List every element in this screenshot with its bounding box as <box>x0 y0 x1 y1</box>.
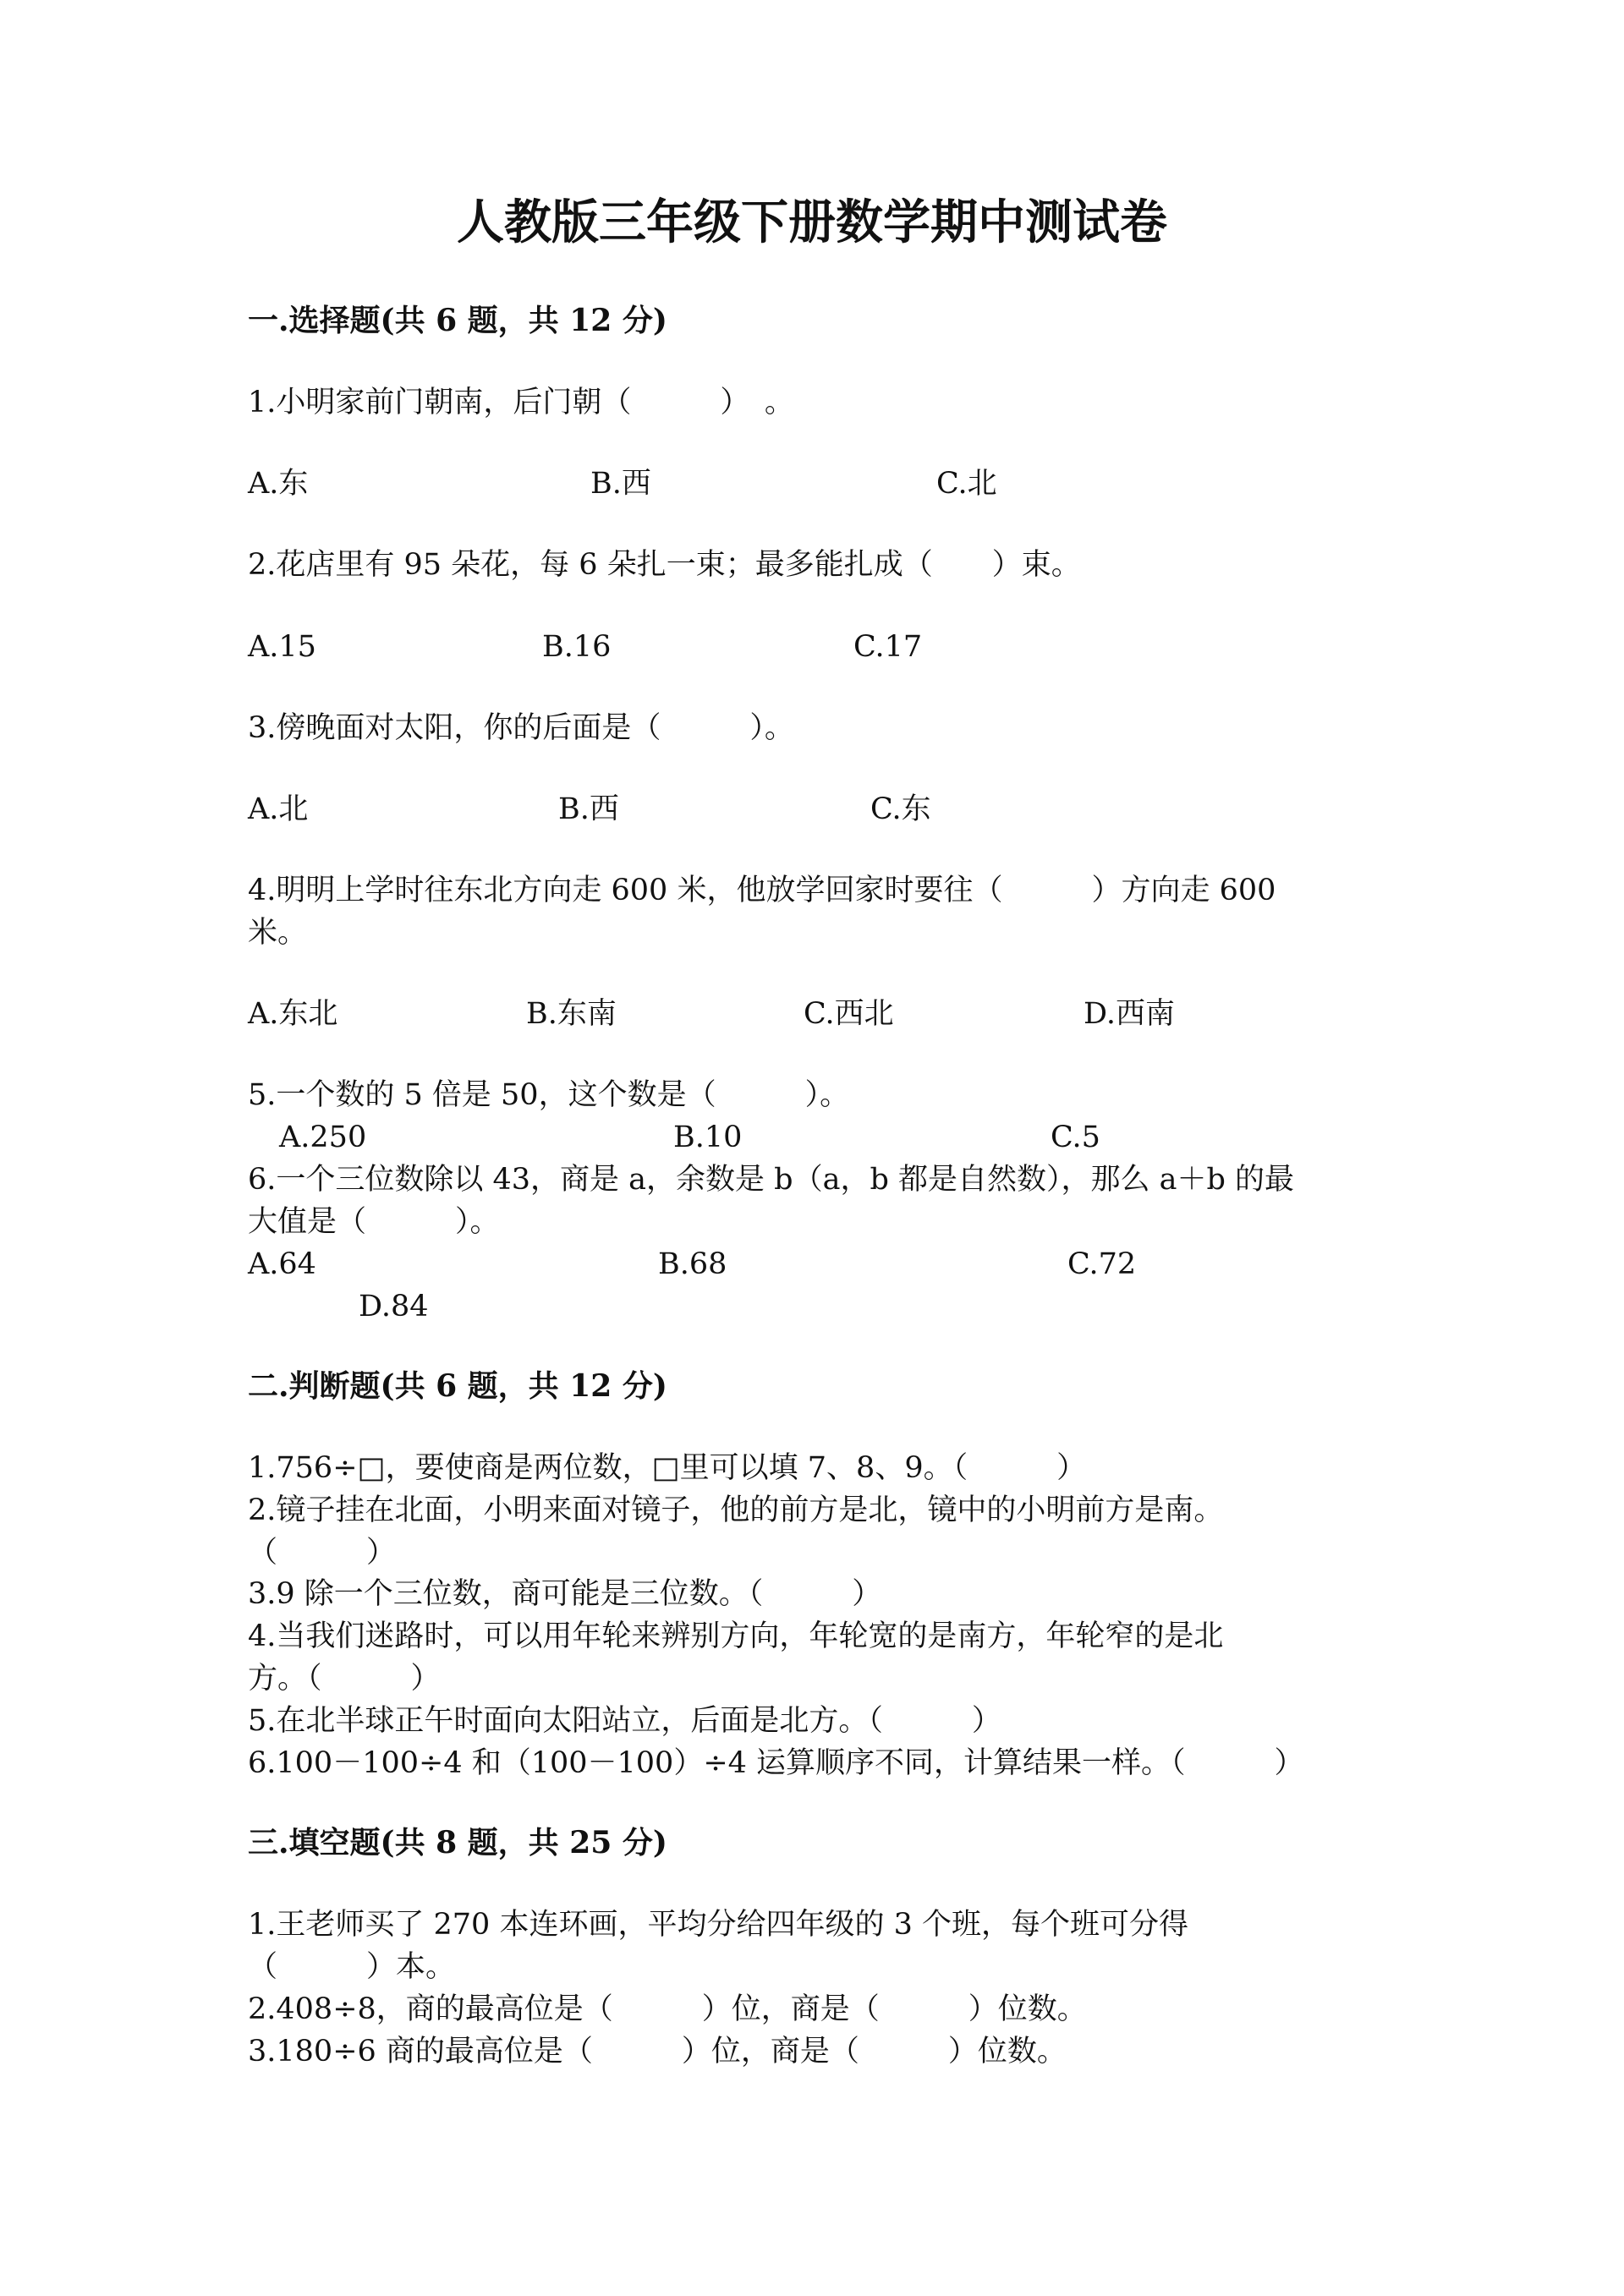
option: A.64 <box>248 1247 316 1281</box>
option: C.72 <box>1067 1247 1137 1281</box>
option: A.东 <box>248 467 309 501</box>
list-item: 5.在北半球正午时面向太阳站立，后面是北方。（ ） <box>248 1704 1001 1738</box>
list-item: 3.9 除一个三位数，商可能是三位数。（ ） <box>248 1577 882 1611</box>
list-item: 6.100－100÷4 和（100－100）÷4 运算顺序不同，计算结果一样。（ ） <box>248 1746 1304 1780</box>
option: C.东 <box>870 792 931 826</box>
question-stem: 6.一个三位数除以 43，商是 a，余数是 b（a，b 都是自然数），那么 a＋b 的最 <box>248 1163 1294 1197</box>
list-item: 2.408÷8，商的最高位是（ ）位，商是（ ）位数。 <box>248 1992 1087 2026</box>
list-item: 2.镜子挂在北面，小明来面对镜子，他的前方是北，镜中的小明前方是南。 <box>248 1493 1224 1527</box>
option: C.西北 <box>804 997 894 1031</box>
option: B.西 <box>558 792 619 826</box>
list-item: （ ） <box>248 1536 397 1570</box>
option: A.250 <box>279 1121 367 1154</box>
option: A.东北 <box>248 997 338 1031</box>
option: D.84 <box>359 1290 429 1323</box>
list-item: 方。（ ） <box>248 1662 441 1696</box>
question-stem: 3.傍晚面对太阳，你的后面是（ ）。 <box>248 711 794 745</box>
option: B.68 <box>658 1247 727 1281</box>
option: B.16 <box>542 630 612 664</box>
section-heading-judgement: 二.判断题(共 6 题，共 12 分) <box>248 1368 667 1404</box>
question-stem: 4.明明上学时往东北方向走 600 米，他放学回家时要往（ ）方向走 600 <box>248 874 1276 907</box>
question-stem-cont: 大值是（ ）。 <box>248 1205 500 1239</box>
option: B.西 <box>590 467 651 501</box>
list-item: 1.王老师买了 270 本连环画，平均分给四年级的 3 个班，每个班可分得 <box>248 1908 1188 1942</box>
list-item: 1.756÷□，要使商是两位数，□里可以填 7、8、9。（ ） <box>248 1451 1087 1485</box>
list-item: 4.当我们迷路时，可以用年轮来辨别方向，年轮宽的是南方，年轮窄的是北 <box>248 1619 1224 1653</box>
question-stem: 1.小明家前门朝南，后门朝（ ） 。 <box>248 386 794 419</box>
option: C.5 <box>1051 1121 1100 1154</box>
option: C.17 <box>853 630 923 664</box>
section-heading-fill: 三.填空题(共 8 题，共 25 分) <box>248 1825 667 1860</box>
option: A.15 <box>248 630 316 664</box>
option: D.西南 <box>1084 997 1175 1031</box>
option: A.北 <box>248 792 309 826</box>
option: B.东南 <box>526 997 617 1031</box>
page-title: 人教版三年级下册数学期中测试卷 <box>457 195 1167 250</box>
question-stem-cont: 米。 <box>248 916 308 950</box>
list-item: （ ）本。 <box>248 1950 456 1984</box>
question-stem: 5.一个数的 5 倍是 50，这个数是（ ）。 <box>248 1078 850 1112</box>
list-item: 3.180÷6 商的最高位是（ ）位，商是（ ）位数。 <box>248 2035 1067 2069</box>
question-stem: 2.花店里有 95 朵花，每 6 朵扎一束；最多能扎成（ ）束。 <box>248 548 1081 582</box>
section-heading-choice: 一.选择题(共 6 题，共 12 分) <box>248 303 667 338</box>
option: B.10 <box>673 1121 743 1154</box>
option: C.北 <box>936 467 997 501</box>
